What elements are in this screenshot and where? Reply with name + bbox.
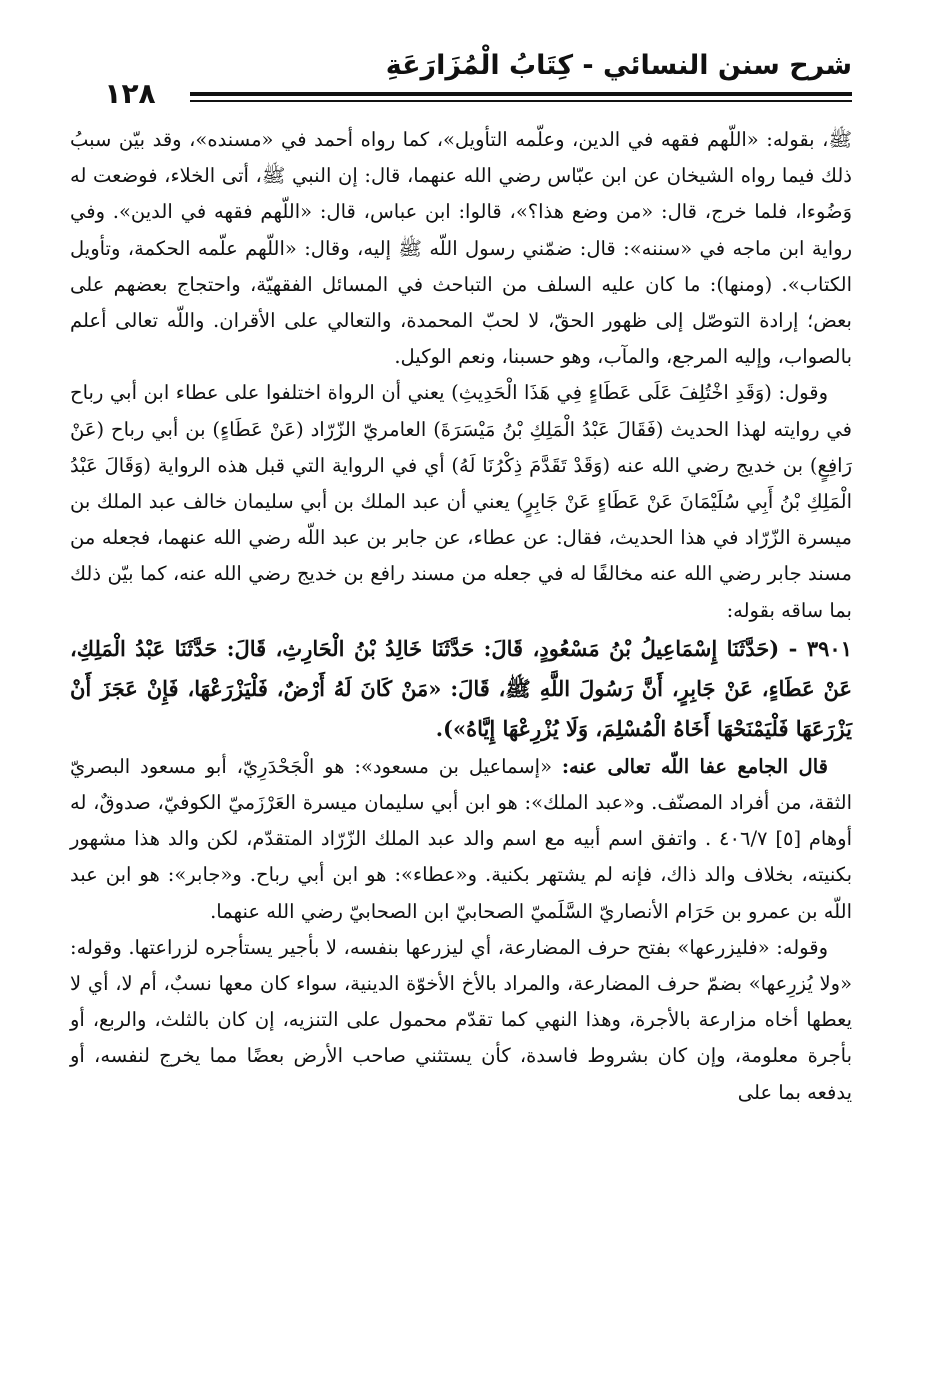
- page-body: [70, 122, 852, 1111]
- page-header: [70, 48, 852, 108]
- paragraph-narrators-text: «إسماعيل بن مسعود»: هو الْجَحْدَرِيّ، أبو مسعود البصريّ الثقة، من أفراد المصنّف. و«عبد الملك»: هو ابن أبي سليمان ميسرة العَرْزَميّ الكوفيّ، صدوقٌ، له أوهام [٥] ٤٠٦/٧ . واتفق اسم أبيه مع اسم والد عبد الملك الزّرّاد المتقدّم، لكن والد هذا مشهور بكنيته، بخلاف والد ذاك، فإنه لم يشتهر بكنية. و«عطاء»: هو ابن أبي رباح. و«جابر»: هو ابن عبد اللّه بن عمرو بن حَرَام الأنصاريّ السَّلَميّ الصحابيّ ابن الصحابيّ رضي الله عنهما.: [70, 754, 852, 923]
- paragraph-commentary-intro: ﷺ، بقوله: «اللّهم فقهه في الدين، وعلّمه التأويل»، كما رواه أحمد في «مسنده»، وقد بيّن سببُ ذلك فيما رواه الشيخان عن ابن عبّاس رضي الله عنهما، قال: إن النبي ﷺ، أتى الخلاء، فوضعت له وَضُوءا، فلما خرج، قال: «من وضع هذا؟»، قالوا: ابن عباس، قال: «اللّهم فقهه في الدين». وفي رواية ابن ماجه في «سننه»: قال: ضمّني رسول اللّه ﷺ إليه، وقال: «اللّهم علّمه الحكمة، وتأويل الكتاب». (ومنها): ما كان عليه السلف من التباحث في المسائل الفقهيّة، واحتجاج بعضهم على بعض؛ إرادة التوصّل إلى ظهور الحقّ، لا لحبّ المحمدة، والتعالي على الأقران. واللّه تعالى أعلم بالصواب، وإليه المرجع، والمآب، وهو حسبنا، ونعم الوكيل.: [70, 128, 852, 369]
- running-title: شرح سنن النسائي - كِتَابُ الْمُزَارَعَةِ: [385, 50, 852, 81]
- paragraph-narrators: [70, 749, 852, 930]
- paragraph-explanation: وقوله: «فليزرعها» بفتح حرف المضارعة، أي ليزرعها بنفسه، لا بأجير يستأجره لزراعتها. وقوله: «ولا يُزرِعها» بضمّ حرف المضارعة، والمراد بالأخ الأخوّة الدينية، سواء كان معها نسبٌ، أم لا، أي لا يعطها أخاه مزارعة بالأجرة، وهذا النهي كما تقدّم محمول على التنزيه، إن كان بالثلث، والربع، أو بأجرة معلومة، وإن كان بشروط فاسدة، كأن يستثني صاحب الأرض بعضًا مما يخرج لنفسه، أو يدفعه بما على: [70, 935, 852, 1104]
- paragraph-chain-discussion: وقول: (وَقَدِ اخْتُلِفَ عَلَى عَطَاءٍ فِي هَذَا الْحَدِيثِ) يعني أن الرواة اختلفوا على عطاء ابن أبي رباح في روايته لهذا الحديث (فَقَالَ عَبْدُ الْمَلِكِ بْنُ مَيْسَرَةَ) العامريّ الزّرّاد (عَنْ عَطَاءٍ) بن أبي رباح (عَنْ رَافِعٍ) بن خديج رضي الله عنه (وَقَدْ تَقَدَّمَ ذِكْرُنَا لَهُ) أي في الرواية التي قبل هذه الرواية (وَقَالَ عَبْدُ الْمَلِكِ بْنُ أَبِي سُلَيْمَانَ عَنْ عَطَاءٍ عَنْ جَابِرٍ) يعني أن عبد الملك بن أبي سليمان خالف عبد الملك بن ميسرة الزّرّاد في هذا الحديث، فقال: عن عطاء، عن جابر بن عبد اللّه رضي الله عنهما، فجعله من مسند جابر رضي الله عنه مخالفًا له في جعله من مسند رافع بن خديج رضي الله عنه، كما بيّن ذلك بما ساقه بقوله:: [70, 381, 852, 622]
- paragraph-narrators-lead: قال الجامع عفا اللّه تعالى عنه:: [561, 754, 828, 778]
- paragraph-hadith-3901: ٣٩٠١ - (حَدَّثَنَا إِسْمَاعِيلُ بْنُ مَسْعُودٍ، قَالَ: حَدَّثَنَا خَالِدُ بْنُ الْحَارِثِ، قَالَ: حَدَّثَنَا عَبْدُ الْمَلِكِ، عَنْ عَطَاءٍ، عَنْ جَابِرٍ، أَنَّ رَسُولَ اللَّهِ ﷺ، قَالَ: «مَنْ كَانَ لَهُ أَرْضٌ، فَلْيَزْرَعْهَا، فَإِنْ عَجَزَ أَنْ يَزْرَعَهَا فَلْيَمْنَحْهَا أَخَاهُ الْمُسْلِمَ، وَلَا يُزْرِعْهَا إِيَّاهُ»).: [70, 635, 852, 741]
- page-number: ١٢٨: [70, 76, 190, 112]
